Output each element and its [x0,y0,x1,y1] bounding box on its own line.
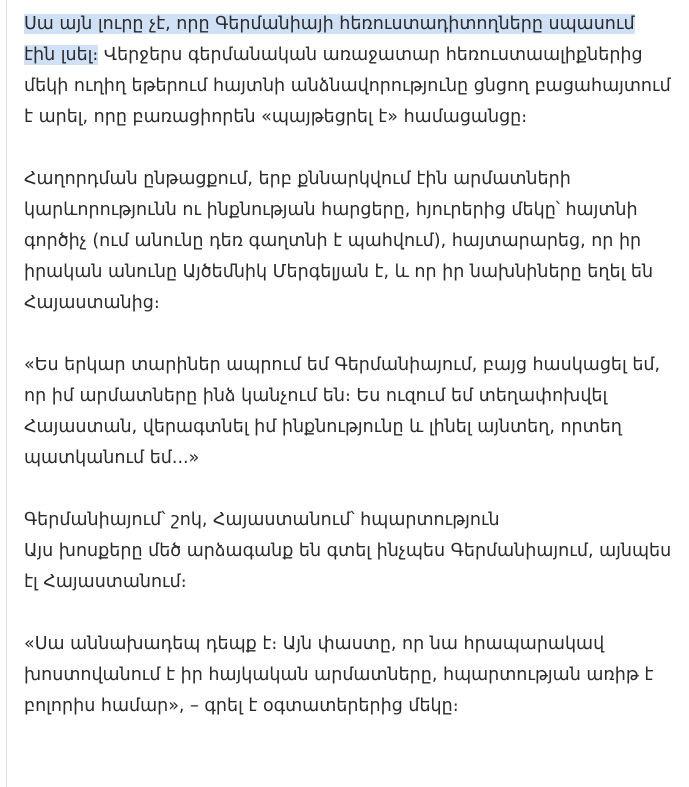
article-paragraph-5: «Սա աննախադեպ դեպք է։ Այն փաստը, որ նա հրապարակավ խոստովանում է իր հայկական արմատները, հպարտության առիթ է բոլորիս համար», – գրել է օգտատերերից մեկը։ [24,634,654,716]
article-paragraph-2: Հաղորդման ընթացքում, երբ քննարկվում էին արմատների կարևորությունն ու ինքնության հարցերը, հյուրերից մեկը՝ հայտնի գործիչ (ում անունը դեռ գաղտնի է պահվում), հայտարարեց, որ իր իրական անունը Այծեմնիկ Մերգելյան է, և որ իր նախնիները եղել են Հայաստանից։ [24,169,654,313]
paragraph-1-text: Վերջերս գերմանական առաջատար հեռուստաալիքներից մեկի ուղիղ եթերում հայտնի անձնավորությունը ցնցող բացահայտում է արել, որը բառացիորեն «պայթեցրել է» համացանցը։ [24,45,671,127]
article-paragraph-1 [24,9,674,133]
article-paragraph-3: «Ես երկար տարիներ ապրում եմ Գերմանիայում, բայց հասկացել եմ, որ իմ արմատները ինձ կանչում են։ Ես ուզում եմ տեղափոխվել Հայաստան, վերագտնել իմ ինքնությունը և լինել այնտեղ, որտեղ պատկանում եմ...» [24,355,661,468]
article-paragraph-4 [24,505,674,598]
left-border-rule [6,0,7,787]
selected-text-line-2[interactable]: էին լսել։ [24,45,99,65]
subheading: Գերմանիայում՝ շոկ, Հայաստանում՝ հպարտություն [24,510,500,530]
article-body [24,9,674,753]
selected-text-line-1[interactable]: Սա այն լուրը չէ, որը Գերմանիայի հեռուստադիտողները սպասում [24,14,635,34]
paragraph-4-text: Այս խոսքերը մեծ արձագանք են գտել ինչպես Գերմանիայում, այնպես էլ Հայաստանում։ [24,541,672,592]
